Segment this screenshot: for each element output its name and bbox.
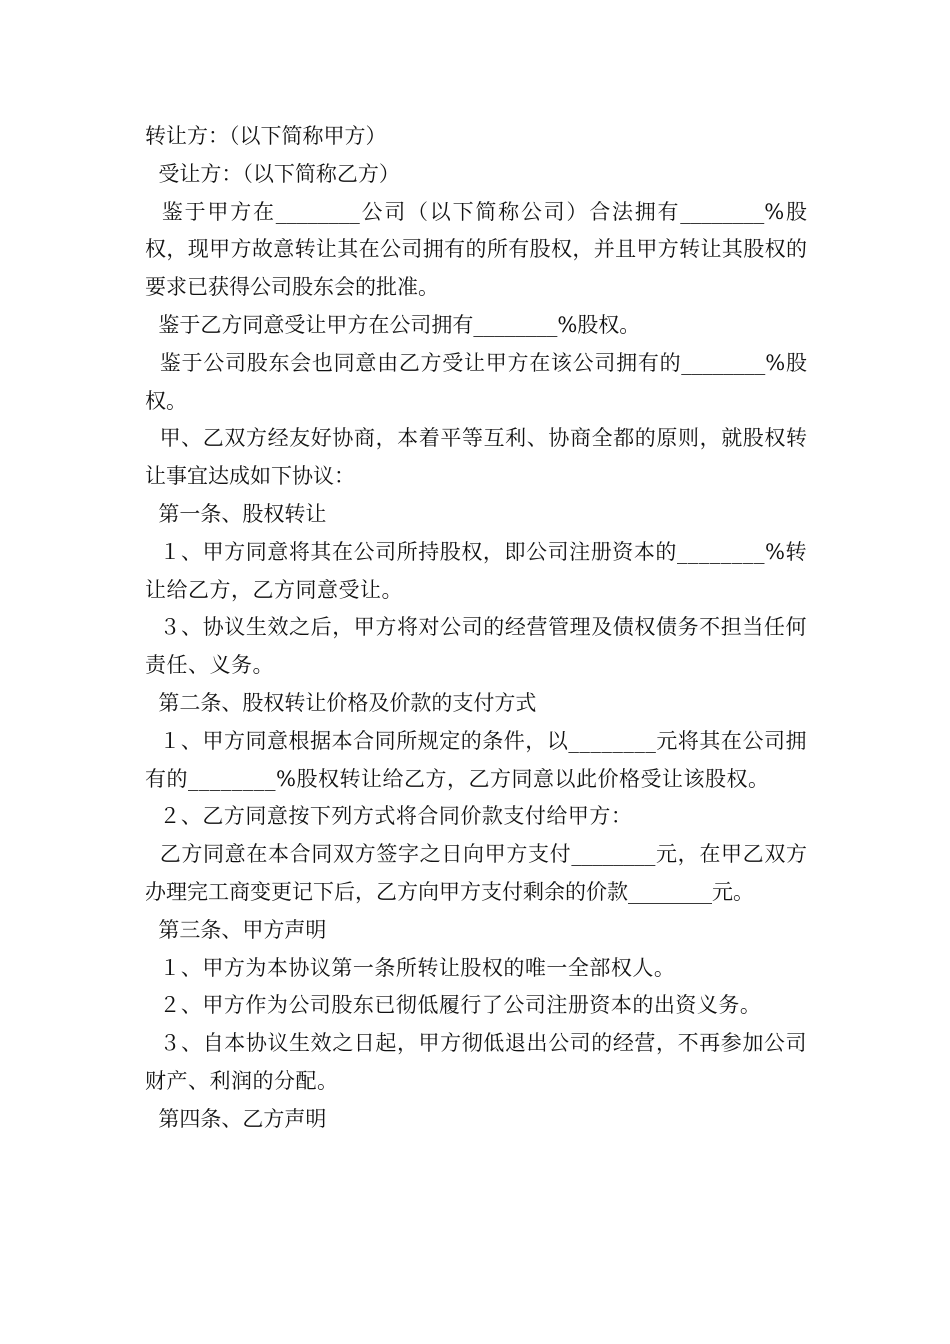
article-1-clause-1: １、甲方同意将其在公司所持股权，即公司注册资本的________%转让给乙方，乙方同意受让。 [145, 539, 807, 602]
paragraph-transferor: 转让方：（以下简称甲方） [145, 124, 387, 148]
article-1-clause-3: ３、协议生效之后，甲方将对公司的经营管理及债权债务不担当任何责任、义务。 [145, 615, 807, 678]
paragraph-agreement-intro: 甲、乙双方经友好协商，本着平等互利、协商全都的原则，就股权转让事宜达成如下协议： [145, 426, 807, 489]
paragraph-recital-3: 鉴于公司股东会也同意由乙方受让甲方在该公司拥有的________%股权。 [145, 350, 807, 413]
article-3-clause-1: １、甲方为本协议第一条所转让股权的唯一全部权人。 [145, 955, 676, 980]
article-3-clause-2: ２、甲方作为公司股东已彻低履行了公司注册资本的出资义务。 [145, 993, 762, 1018]
article-2-heading: 第二条、股权转让价格及价款的支付方式 [145, 690, 537, 715]
paragraph-recital-1: 鉴于甲方在________公司（以下简称公司）合法拥有________%股权，现甲方故意转让其在公司拥有的所有股权，并且甲方转让其股权的要求已获得公司股东会的批准。 [145, 199, 807, 300]
article-2-clause-1: １、甲方同意根据本合同所规定的条件，以________元将其在公司拥有的________%股权转让给乙方，乙方同意以此价格受让该股权。 [145, 728, 807, 791]
paragraph-transferee: 受让方：（以下简称乙方） [145, 161, 400, 186]
document-body [145, 118, 807, 1139]
article-3-clause-3: ３、自本协议生效之日起，甲方彻低退出公司的经营，不再参加公司财产、利润的分配。 [145, 1031, 807, 1093]
article-2-payment-terms: 乙方同意在本合同双方签字之日向甲方支付________元，在甲乙双方办理完工商变更记下后，乙方向甲方支付剩余的价款________元。 [145, 842, 807, 904]
paragraph-recital-2: 鉴于乙方同意受让甲方在公司拥有________%股权。 [145, 312, 641, 337]
article-4-heading: 第四条、乙方声明 [145, 1106, 327, 1131]
article-1-heading: 第一条、股权转让 [145, 501, 327, 526]
article-3-heading: 第三条、甲方声明 [145, 917, 327, 942]
article-2-clause-2: ２、乙方同意按下列方式将合同价款支付给甲方： [145, 804, 633, 829]
